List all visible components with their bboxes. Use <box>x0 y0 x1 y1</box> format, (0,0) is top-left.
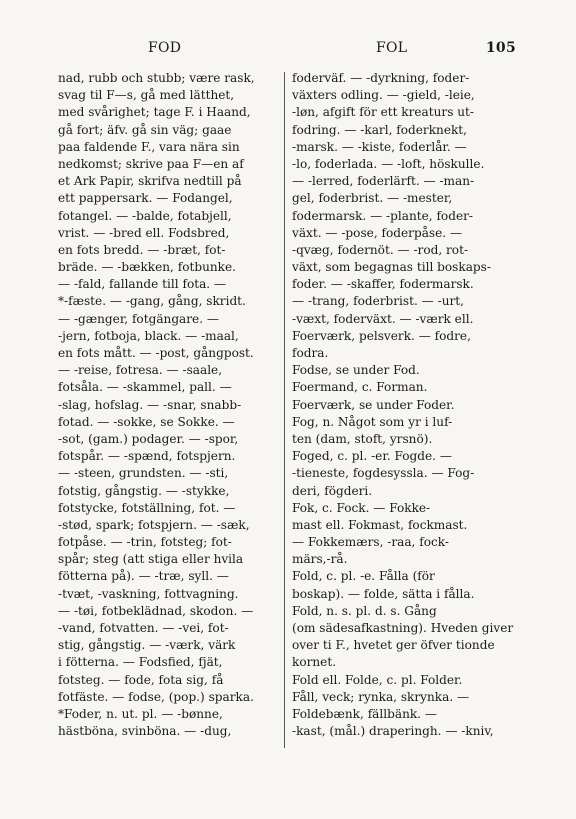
text-line: fotad. — -sokke, se Sokke. — <box>58 414 235 429</box>
text-line: foderväf. — -dyrkning, foder- <box>292 71 470 85</box>
text-line: foder. — -skaffer, fodermarsk. <box>292 277 474 292</box>
running-header <box>56 40 516 60</box>
text-line: Fold, c. pl. -e. Fålla (för <box>292 569 435 584</box>
text-line: fotangel. — -balde, fotabjell, <box>58 208 232 223</box>
text-line: *-fæste. — -gang, gång, skridt. <box>58 294 246 309</box>
text-line: -løn, afgift för ett kreaturs ut- <box>292 105 474 120</box>
text-line: nedkomst; skrive paa F—en af <box>58 156 244 171</box>
text-line: en fots mått. — -post, gångpost. <box>58 346 254 360</box>
text-line: fötterna på). — -træ, syll. — <box>58 569 229 584</box>
text-line: Fåll, veck; rynka, skrynka. — <box>292 689 470 704</box>
text-line: fotsåla. — -skammel, pall. — <box>58 380 232 395</box>
text-line: nad, rubb och stubb; være rask, <box>58 71 255 85</box>
text-line: fotpåse. — -trin, fotsteg; fot- <box>58 535 232 550</box>
text-line: Fodse, se under Fod. <box>292 363 420 378</box>
text-line: — -steen, grundsten. — -sti, <box>58 466 229 481</box>
text-line: mast ell. Fokmast, fockmast. <box>292 517 468 532</box>
text-line: svag til F—s, gå med lätthet, <box>58 88 235 103</box>
text-line: — -trang, foderbrist. — -urt, <box>292 294 464 309</box>
text-line: växters odling. — -gield, -leie, <box>292 88 475 103</box>
text-line: et Ark Papir, skrifva nedtill på <box>58 174 242 189</box>
text-line: bräde. — -bækken, fotbunke. <box>58 260 237 275</box>
text-line: fotspår. — -spænd, fotspjern. <box>58 449 236 464</box>
text-line: vrist. — -bred ell. Fodsbred, <box>58 225 230 240</box>
left-column <box>58 70 280 740</box>
text-line: — -tøi, fotbeklädnad, skodon. — <box>58 603 254 618</box>
text-line: — -fald, fallande till fota. — <box>58 277 227 292</box>
text-line: Fog, n. Något som yr i luf- <box>292 414 453 429</box>
text-line: (om sädesafkastning). Hveden giver <box>292 621 514 635</box>
text-line: Foerværk, pelsverk. — fodre, <box>292 328 471 343</box>
text-line: fotstig, gångstig. — -stykke, <box>58 483 230 498</box>
text-line: — -reise, fotresa. — -saale, <box>58 363 223 378</box>
text-line: ten (dam, stoft, yrsnö). <box>292 431 433 446</box>
text-line: -qvæg, fodernöt. — -rod, rot- <box>292 242 469 257</box>
text-line: — -gænger, fotgängare. — <box>58 311 219 326</box>
text-line: Fold ell. Folde, c. pl. Folder. <box>292 672 463 687</box>
text-line: i fötterna. — Fodsfied, fjät, <box>58 655 223 670</box>
text-line: -tvæt, -vaskning, fottvagning. <box>58 586 239 601</box>
text-line: med svårighet; tage F. i Haand, <box>58 105 251 120</box>
text-line: växt. — -pose, foderpåse. — <box>292 225 463 240</box>
text-line: gå fort; äfv. gå sin väg; gaae <box>58 122 232 137</box>
text-line: märs,-rå. <box>292 552 348 567</box>
text-line: paa faldende F., vara nära sin <box>58 139 240 154</box>
header-right-guideword: FOL <box>376 40 408 56</box>
text-line: over ti F., hvetet ger öfver tionde <box>292 638 495 653</box>
text-line: Foldebænk, fällbänk. — <box>292 706 437 721</box>
text-line: -vand, fotvatten. — -vei, fot- <box>58 621 229 635</box>
text-line: — Fokkemærs, -raa, fock- <box>292 535 449 550</box>
text-line: -kast, (mål.) draperingh. — -kniv, <box>292 724 494 739</box>
text-line: *Foder, n. ut. pl. — -bønne, <box>58 706 223 721</box>
text-line: -væxt, foderväxt. — -værk ell. <box>292 311 474 326</box>
text-line: -sot, (gam.) podager. — -spor, <box>58 431 239 446</box>
column-divider <box>284 72 285 748</box>
text-line: fotstycke, fotställning, fot. — <box>58 500 236 515</box>
page-number: 105 <box>485 40 516 56</box>
text-line: fodra. <box>292 346 329 360</box>
text-line: boskap). — folde, sätta i fålla. <box>292 586 475 601</box>
text-line: fotfäste. — fodse, (pop.) sparka. <box>58 689 254 704</box>
text-line: Fold, n. s. pl. d. s. Gång <box>292 603 437 618</box>
text-line: Fok, c. Fock. — Fokke- <box>292 500 431 515</box>
text-line: -jern, fotboja, black. — -maal, <box>58 328 239 343</box>
text-line: -tieneste, fogdesyssla. — Fog- <box>292 466 475 481</box>
text-line: kornet. <box>292 655 337 670</box>
text-line: gel, foderbrist. — -mester, <box>292 191 453 206</box>
text-line: -slag, hofslag. — -snar, snabb- <box>58 397 242 412</box>
text-line: -marsk. — -kiste, foderlår. — <box>292 139 467 154</box>
header-left-guideword: FOD <box>148 40 182 56</box>
text-line: Foermand, c. Forman. <box>292 380 428 395</box>
text-line: -lo, foderlada. — -loft, höskulle. <box>292 156 485 171</box>
text-line: hästböna, svinböna. — -dug, <box>58 724 232 739</box>
text-line: fotsteg. — fode, fota sig, få <box>58 672 224 687</box>
text-line: en fots bredd. — -bræt, fot- <box>58 242 226 257</box>
text-line: Foged, c. pl. -er. Fogde. — <box>292 449 452 464</box>
text-line: växt, som begagnas till boskaps- <box>292 260 491 275</box>
right-column <box>292 70 522 740</box>
text-line: ett pappersark. — Fodangel, <box>58 191 233 206</box>
text-line: -stød, spark; fotspjern. — -sæk, <box>58 517 250 532</box>
text-line: — -lerred, foderlärft. — -man- <box>292 174 475 189</box>
text-line: Foerværk, se under Foder. <box>292 397 455 412</box>
text-line: deri, fögderi. <box>292 483 373 498</box>
text-line: spår; steg (att stiga eller hvila <box>58 552 244 567</box>
text-line: stig, gångstig. — -værk, värk <box>58 638 236 653</box>
text-line: fodermarsk. — -plante, foder- <box>292 208 473 223</box>
text-line: fodring. — -karl, foderknekt, <box>292 122 468 137</box>
